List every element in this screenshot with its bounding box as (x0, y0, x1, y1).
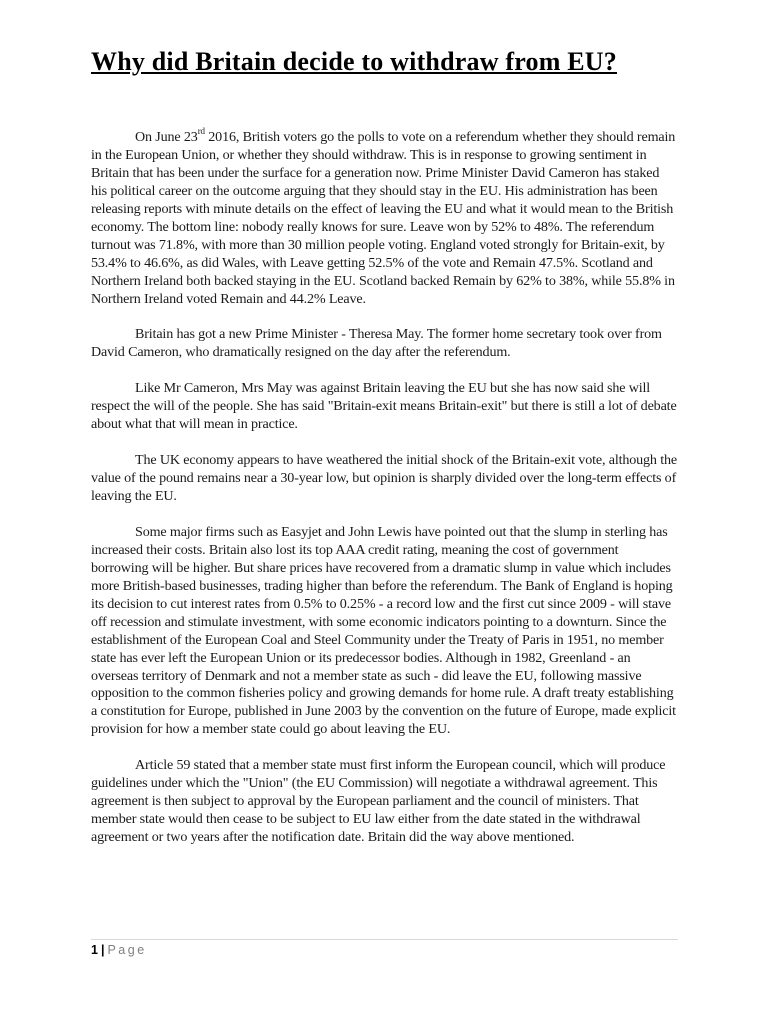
paragraph-1 (91, 126, 678, 309)
paragraph-1-start: On June 23 (135, 129, 198, 145)
paragraph-5: Some major firms such as Easyjet and John Lewis have pointed out that the slump in sterling has increased their costs. Britain also lost its top AAA credit rating, meaning the cost of government borrowing will be higher. But share prices have recovered from a dramatic slump in value which includes more British-based businesses, trading higher than before the referendum. The Bank of England is hoping its decision to cut interest rates from 0.5% to 0.25% - a record low and the first cut since 2009 - will stave off recession and stimulate investment, with some economic indicators pointing to a downturn. Since the establishment of the European Coal and Steel Community under the Treaty of Paris in 1951, no member state has ever left the European Union or its predecessor bodies. Although in 1982, Greenland - an overseas territory of Denmark and not a member state as such - did leave the EU, following massive opposition to the common fisheries policy and growing demands for home rule. A draft treaty establishing a constitution for Europe, published in June 2003 by the convention on the future of Europe, made explicit provision for how a member state could go about leaving the EU. (91, 523, 676, 738)
page-number: 1 (91, 943, 98, 957)
paragraph-2: Britain has got a new Prime Minister - Theresa May. The former home secretary took over from David Cameron, who dramatically resigned on the day after the referendum. (91, 326, 662, 361)
ordinal-suffix: rd (197, 126, 205, 137)
paragraph-4: The UK economy appears to have weathered the initial shock of the Britain-exit vote, although the value of the pound remains near a 30-year low, but opinion is sharply divided over the long-term effects of leaving the EU. (91, 452, 677, 505)
footer-divider (91, 939, 678, 940)
page-footer (91, 943, 147, 957)
document-title: Why did Britain decide to withdraw from EU? (91, 47, 617, 76)
paragraph-3: Like Mr Cameron, Mrs May was against Britain leaving the EU but she has now said she will respect the will of the people. She has said "Britain-exit means Britain-exit" but there is still a lot of debate about what that will mean in practice. (91, 380, 677, 433)
footer-separator: | (100, 943, 105, 957)
paragraph-1-rest: 2016, British voters go the polls to vote on a referendum whether they should remain in the European Union, or whether they should withdraw. This is in response to growing sentiment in Britain that has been under the surface for a generation now. Prime Minister David Cameron has staked his political career on the outcome arguing that they should stay in the EU. His administration has been releasing reports with minute details on the effect of leaving the EU and what it would mean to the British economy. The bottom line: nobody really knows for sure. Leave won by 52% to 48%. The referendum turnout was 71.8%, with more than 30 million people voting. England voted strongly for Britain-exit, by 53.4% to 46.6%, as did Wales, with Leave getting 52.5% of the vote and Remain 47.5%. Scotland and Northern Ireland both backed staying in the EU. Scotland backed Remain by 62% to 38%, while 55.8% in Northern Ireland voted Remain and 44.2% Leave. (91, 129, 676, 307)
page-label: Page (107, 943, 147, 957)
document-body (91, 126, 678, 865)
paragraph-6: Article 59 stated that a member state must first inform the European council, which will produce guidelines under which the "Union" (the EU Commission) will negotiate a withdrawal agreement. This agreement is then subject to approval by the European parliament and the council of ministers. That member state would then cease to be subject to EU law either from the date stated in the withdrawal agreement or two years after the notification date. Britain did the way above mentioned. (91, 757, 666, 846)
